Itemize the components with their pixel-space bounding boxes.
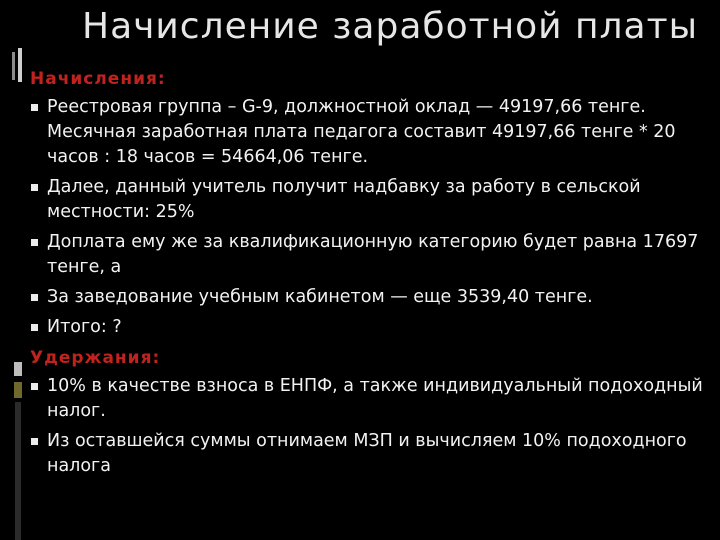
list-item	[30, 285, 714, 310]
list-item-text: За заведование учебным кабинетом — еще 3539,40 тенге.	[47, 287, 593, 307]
list-item-text: Реестровая группа – G-9, должностной оклад — 49197,66 тенге. Месячная заработная плата педагога составит 49197,66 тенге * 20 часов : 18 часов = 54664,06 тенге.	[47, 97, 676, 167]
bullet-icon	[31, 294, 38, 301]
list-item	[30, 429, 714, 479]
list-item	[30, 230, 714, 280]
deco-bar	[14, 382, 22, 398]
deductions-list	[30, 374, 714, 479]
section-accruals	[30, 66, 714, 340]
bullet-icon	[31, 104, 38, 111]
bullet-icon	[31, 239, 38, 246]
list-item	[30, 95, 714, 170]
list-item-text: Далее, данный учитель получит надбавку за работу в сельской местности: 25%	[47, 177, 641, 222]
deco-bar	[14, 362, 22, 376]
decorative-bars	[6, 40, 28, 540]
slide-title: Начисление заработной платы	[82, 6, 698, 47]
list-item-text: Доплата ему же за квалификационную категорию будет равна 17697 тенге, а	[47, 232, 699, 277]
section-heading-accruals: Начисления:	[30, 69, 166, 89]
list-item-text: 10% в качестве взноса в ЕНПФ, а также индивидуальный подоходный налог.	[47, 376, 703, 421]
section-heading-deductions: Удержания:	[30, 348, 161, 368]
deco-bar	[12, 52, 15, 80]
slide-content	[30, 66, 714, 484]
section-deductions	[30, 345, 714, 479]
deco-bar	[15, 402, 21, 540]
bullet-icon	[31, 184, 38, 191]
accruals-list	[30, 95, 714, 340]
list-item	[30, 374, 714, 424]
bullet-icon	[31, 383, 38, 390]
list-item-text: Из оставшейся суммы отнимаем МЗП и вычисляем 10% подоходного налога	[47, 431, 687, 476]
bullet-icon	[31, 438, 38, 445]
bullet-icon	[31, 324, 38, 331]
deco-bar	[18, 48, 22, 82]
list-item	[30, 175, 714, 225]
list-item-text: Итого: ?	[47, 317, 122, 337]
list-item	[30, 315, 714, 340]
